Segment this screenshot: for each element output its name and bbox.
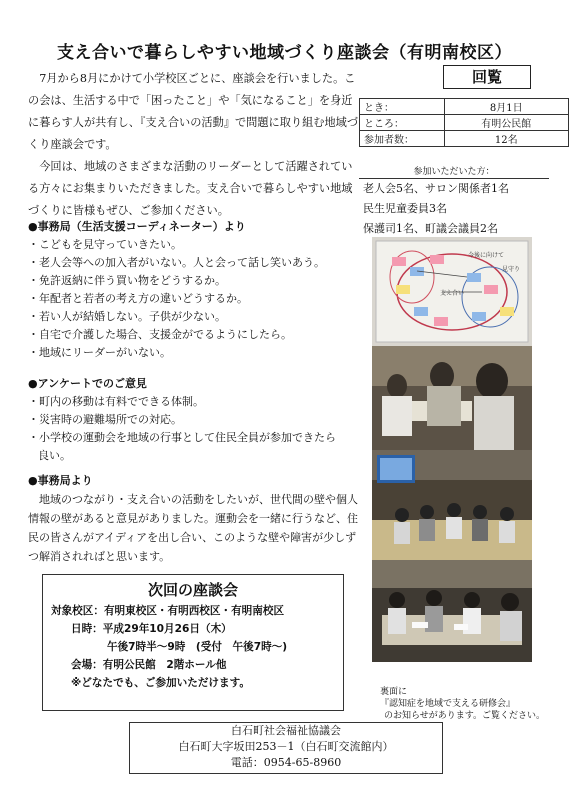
info-value: 8月1日 [444, 99, 568, 115]
secretariat-item: ・免許返納に伴う買い物をどうするか。 [28, 274, 226, 287]
footer-contact-box [129, 722, 443, 774]
info-value: 12名 [444, 131, 568, 147]
secretariat-item: ・年配者と若者の考え方の違いどうするか。 [28, 292, 248, 305]
attendees-box [359, 166, 549, 239]
attendees-row: 民生児童委員3名 [363, 202, 447, 215]
attendees-row: 老人会5名、サロン関係者1名 [363, 182, 509, 195]
attendees-header: 参加いただいた方： [359, 166, 549, 179]
whiteboard-caption: 今後に向けて [468, 252, 505, 259]
next-meeting-time: 午後7時半～9時 (受付 午後7時～) [107, 641, 288, 653]
survey-item: ・小学校の運動会を地域の行事として住民全員が参加できたら良い。 [28, 431, 336, 462]
footer-org: 白石町社会福祉協議会 [231, 724, 341, 737]
meeting-photo-1 [372, 346, 532, 450]
intro-paragraph-2: 今回は、地域のさまざまな活動のリーダーとして活躍されている方々にお集まりいただきました。支え合いで暮らしやすい地域づくりに皆様もぜひ、ご参加ください。 [28, 160, 353, 217]
next-meeting-date: 日時：平成29年10月26日（木） [71, 623, 232, 635]
secretariat-section [28, 218, 363, 362]
next-meeting-target: 対象校区：有明東校区・有明西校区・有明南校区 [51, 605, 285, 617]
info-key: 参加者数： [360, 131, 445, 147]
back-note-line: 裏面に [380, 687, 408, 697]
whiteboard-caption: 支え合い [440, 290, 465, 297]
intro-paragraph-1: 7月から8月にかけて小学校区ごとに、座談会を行いました。この会は、生活する中で「困ったこと」や「気になること」を身近に暮らす人が共有し、『支え合いの活動』で問題に取り組む地域づくり座談会です。 [28, 72, 359, 151]
meeting-photo-3 [372, 560, 532, 662]
kairan-badge: 回覧 [443, 65, 531, 89]
survey-section [28, 375, 338, 465]
whiteboard-caption: 見守り [502, 266, 521, 273]
info-row-date [360, 99, 569, 115]
next-meeting-heading: 次回の座談会 [147, 581, 238, 599]
secretariat-item: ・自宅で介護した場合、支援金がでるようにしたら。 [28, 328, 292, 341]
meeting-info-table [359, 98, 569, 147]
office-heading: ●事務局より [28, 474, 93, 487]
meeting-photo-2 [372, 450, 532, 560]
survey-item: ・町内の移動は有料でできる体制。 [28, 395, 204, 408]
info-row-count [360, 131, 569, 147]
footer-address: 白石町大字坂田253－1（白石町交流館内） [178, 740, 394, 753]
info-value: 有明公民館 [444, 115, 568, 131]
survey-heading: ●アンケートでのご意見 [28, 377, 147, 390]
footer-phone: 電話：0954-65-8960 [230, 756, 342, 769]
office-text: 地域のつながり・支え合いの活動をしたいが、世代間の壁や個人情報の壁があると意見がありました。運動会を一緒に行うなど、住民の皆さんがアイディアを出し合い、このような壁や障害が少しずつ解消されればと思います。 [28, 493, 358, 563]
photo-column [372, 237, 532, 662]
secretariat-item: ・老人会等への加入者がいない。人と会って話し笑いあう。 [28, 256, 325, 269]
whiteboard-photo [372, 237, 532, 346]
secretariat-heading: ●事務局（生活支援コーディネーター）より [28, 220, 246, 233]
secretariat-item: ・こどもを見守っていきたい。 [28, 238, 182, 251]
next-meeting-box [42, 574, 344, 711]
page-title: 支え合いで暮らしやすい地域づくり座談会（有明南校区） [57, 43, 512, 63]
back-note-line: のお知らせがあります。ご覧ください。 [384, 711, 546, 721]
info-key: ところ： [360, 115, 445, 131]
info-key: とき： [360, 99, 445, 115]
attendees-row: 保護司1名、町議会議員2名 [363, 222, 498, 235]
survey-item: ・災害時の避難場所での対応。 [28, 413, 182, 426]
back-page-note [380, 686, 545, 722]
secretariat-item: ・若い人が結婚しない。子供が少ない。 [28, 310, 226, 323]
intro-text [28, 68, 360, 222]
secretariat-item: ・地域にリーダーがいない。 [28, 346, 171, 359]
next-meeting-note: ※どなたでも、ご参加いただけます。 [71, 677, 250, 689]
next-meeting-venue: 会場：有明公民館 2階ホール他 [71, 659, 227, 671]
back-note-line: 『認知症を地域で支える研修会』 [380, 699, 516, 709]
office-section [28, 472, 358, 566]
info-row-place [360, 115, 569, 131]
